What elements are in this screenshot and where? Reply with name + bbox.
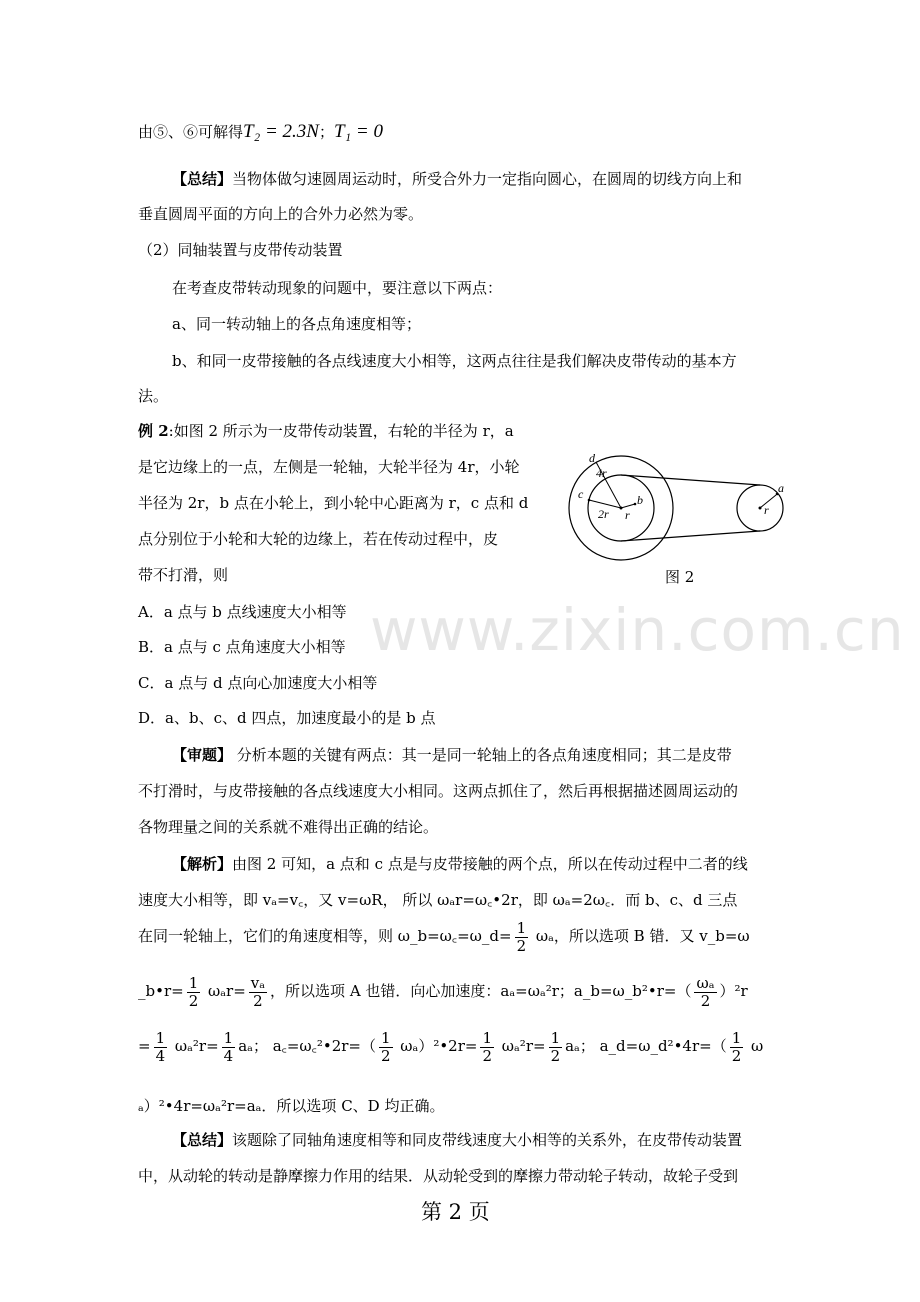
example-line5: 带不打滑，则: [138, 566, 229, 584]
label-2r: 2r: [598, 507, 609, 521]
analysis-line5-b: ωₐ²r=: [170, 1037, 219, 1055]
point-b-dot: [634, 503, 637, 506]
t2-formula: T₂ = 2.3N: [243, 121, 319, 142]
review-line1: [172, 748, 732, 763]
analysis-line4-a: _b•r=: [138, 982, 184, 1000]
option-c: C．a 点与 d 点向心加速度大小相等: [138, 674, 378, 692]
summary2-line2: 中，从动轮的转动是静摩擦力作用的结果．从动轮受到的摩擦力带动轮子转动，故轮子受到: [138, 1167, 739, 1185]
option-d: D．a、b、c、d 四点，加速度最小的是 b 点: [138, 709, 436, 727]
label-r-small: r: [625, 508, 630, 522]
summary2-line1: [172, 1133, 742, 1148]
label-b: b: [637, 493, 643, 507]
point-b-line1: b、和同一皮带接触的各点线速度大小相等，这两点往往是我们解决皮带传动的基本方: [172, 352, 737, 370]
fraction-quarter: $\frac{1}{4}$: [155, 1029, 166, 1065]
label-d: d: [589, 451, 595, 465]
center-dot-left: [620, 507, 623, 510]
analysis-line5-f: aₐ； a_d=ω_d²•4r=（: [565, 1037, 727, 1055]
analysis-line6: ₐ）²•4r=ωₐ²r=aₐ．所以选项 C、D 均正确。: [138, 1097, 445, 1115]
review-line3: 各物理量之间的关系就不难得出正确的结论。: [138, 818, 439, 836]
fraction-va-over-2: $\frac{\text{vₐ}}{2}$: [250, 974, 266, 1010]
fraction-half: $\frac{1}{2}$: [482, 1029, 493, 1065]
label-a: a: [778, 481, 784, 495]
review-tag: 【审题】: [172, 746, 233, 764]
result-line: [138, 122, 383, 141]
analysis-line3-b: ωₐ，所以选项 B 错．又 v_b=ω: [531, 927, 750, 945]
belt-bottom: [621, 531, 760, 541]
example-line4: 点分别位于小轮和大轮的边缘上，若在传动过程中，皮: [138, 530, 499, 548]
option-b: B．a 点与 c 点角速度大小相等: [138, 638, 346, 656]
summary2-text1: 该题除了同轴角速度相等和同皮带线速度大小相等的关系外，在皮带传动装置: [232, 1131, 743, 1149]
summary1-tag: 【总结】: [172, 170, 233, 188]
belt-drive-figure: [560, 448, 800, 568]
analysis-line1: [172, 857, 748, 872]
summary2-tag: 【总结】: [172, 1131, 233, 1149]
example-tag: 例 2: [138, 422, 169, 440]
review-line2: 不打滑时，与皮带接触的各点线速度大小相同。这两点抓住了，然后再根据描述圆周运动的: [138, 782, 739, 800]
label-4r: 4r: [596, 466, 607, 480]
fraction-quarter: $\frac{1}{4}$: [223, 1029, 234, 1065]
analysis-line5: [138, 1030, 763, 1064]
analysis-text1: 由图 2 可知，a 点和 c 点是与皮带接触的两个点，所以在传动过程中二者的线: [232, 855, 748, 873]
label-c: c: [578, 487, 584, 501]
figure-caption: 图 2: [665, 568, 695, 586]
summary1-line1: [172, 172, 742, 187]
result-prefix: 由⑤、⑥可解得: [138, 123, 244, 141]
label-r-right: r: [764, 503, 769, 517]
summary1-line2: 垂直圆周平面的方向上的合外力必然为零。: [138, 205, 424, 223]
analysis-line4-d: ）²r: [719, 982, 748, 1000]
summary1-text1: 当物体做匀速圆周运动时，所受合外力一定指向圆心，在圆周的切线方向上和: [232, 170, 743, 188]
analysis-line4-c: ，所以选项 A 也错．向心加速度：aₐ=ωₐ²r；a_b=ω_b²•r=（: [270, 982, 692, 1000]
analysis-line5-e: ωₐ²r=: [497, 1037, 546, 1055]
page-footer: 第 2 页: [421, 1200, 490, 1224]
analysis-line4: [138, 975, 748, 1009]
analysis-line2: 速度大小相等，即 vₐ=v꜀，又 v=ωR， 所以 ωₐr=ω꜀•2r，即 ωₐ=2ω꜀．而 b、c、d 三点: [138, 891, 738, 909]
point-a: a、同一转动轴上的各点角速度相等；: [172, 315, 421, 333]
option-a: A．a 点与 b 点线速度大小相等: [138, 603, 347, 621]
review-text1: 分析本题的关键有两点：其一是同一轮轴上的各点角速度相同；其二是皮带: [232, 746, 732, 764]
section-heading: （2）同轴装置与皮带传动装置: [138, 241, 343, 259]
t1-formula: T₁ = 0: [333, 121, 383, 142]
analysis-line5-d: ωₐ）²•2r=: [395, 1037, 478, 1055]
analysis-line5-g: ω: [746, 1037, 764, 1055]
analysis-line5-c: aₐ； a꜀=ω꜀²•2r=（: [238, 1037, 376, 1055]
fraction-half: $\frac{1}{2}$: [188, 974, 199, 1010]
point-c-dot: [588, 499, 591, 502]
fraction-wa-over-2: $\frac{\text{ωₐ}}{2}$: [696, 974, 715, 1010]
example-line2: 是它边缘上的一点，左侧是一轮轴，大轮半径为 4r，小轮: [138, 458, 520, 476]
example-line1: [138, 424, 514, 439]
fraction-half: $\frac{1}{2}$: [731, 1029, 742, 1065]
point-b-line2: 法。: [138, 387, 169, 405]
result-separator: ；: [318, 123, 334, 141]
example-line3: 半径为 2r，b 点在小轮上，到小轮中心距离为 r，c 点和 d: [138, 494, 529, 512]
fraction-half: $\frac{1}{2}$: [380, 1029, 391, 1065]
analysis-line4-b: ωₐr=: [203, 982, 246, 1000]
intro-line: 在考查皮带转动现象的问题中，要注意以下两点：: [172, 279, 503, 297]
analysis-tag: 【解析】: [172, 855, 233, 873]
analysis-line5-a: =: [138, 1037, 151, 1055]
center-dot-right: [759, 507, 762, 510]
analysis-line3-a: 在同一轮轴上，它们的角速度相等，则 ω_b=ω꜀=ω_d=: [138, 927, 512, 945]
example-text1: :如图 2 所示为一皮带传动装置，右轮的半径为 r，a: [168, 422, 514, 440]
fraction-half: $\frac{1}{2}$: [516, 919, 527, 955]
fraction-half: $\frac{1}{2}$: [550, 1029, 561, 1065]
analysis-line3: [138, 920, 750, 954]
watermark: www.zixin.com.cn: [370, 596, 905, 664]
belt-top: [621, 475, 760, 485]
